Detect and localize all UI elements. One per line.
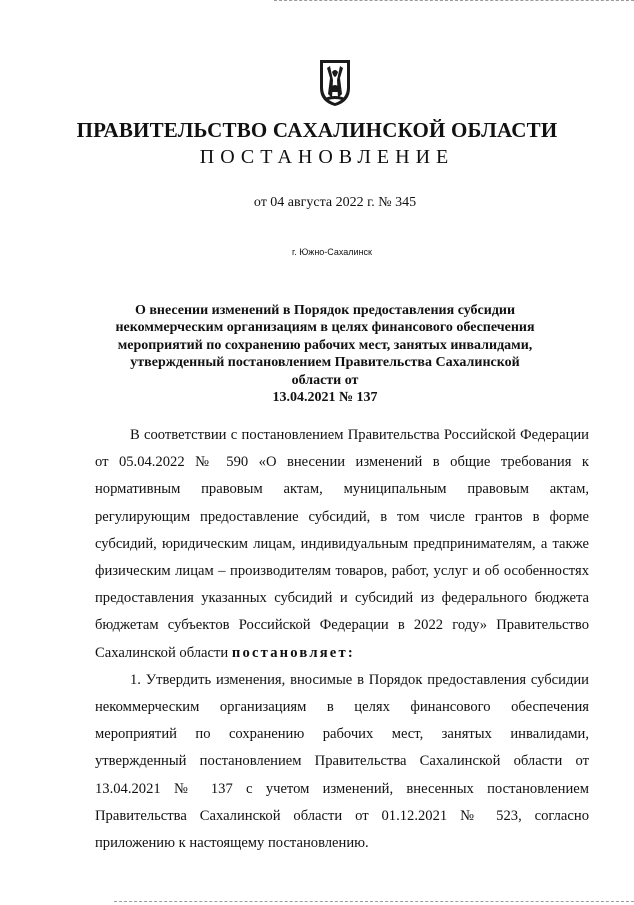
scan-edge-top bbox=[274, 0, 634, 2]
city-name: г. Южно-Сахалинск bbox=[292, 247, 372, 257]
subject-line: утвержденный постановлением Правительства Сахалинской области от bbox=[130, 355, 520, 388]
decree-subject bbox=[110, 302, 540, 406]
clause-1-paragraph: 1. Утвердить изменения, вносимые в Порядок предоставления субсидии некоммерческим организациям в целях финансового обеспечения мероприятий по сохранению рабочих мест, занятых инвалидами, утвержденный постановлением Правительства Сахалинской области от 13.04.2021 № 137 с учетом изменений, внесенных постановлением Правительства Сахалинской области от 01.12.2021 № 523, согласно приложению к настоящему постановлению. bbox=[95, 671, 589, 852]
subject-line: 13.04.2021 № 137 bbox=[272, 390, 378, 406]
resolves-word: постановляет: bbox=[231, 644, 355, 661]
scan-edge-bottom bbox=[114, 901, 634, 903]
government-title: ПРАВИТЕЛЬСТВО САХАЛИНСКОЙ ОБЛАСТИ bbox=[76, 118, 558, 142]
preamble-text: В соответствии с постановлением Правительства Российской Федерации от 05.04.2022 № 590 «О внесении изменений в общие требования к нормативным правовым актам, муниципальным правовым актам, регулирующим предоставление субсидий, в том числе грантов в форме субсидий, юридическим лицам, индивидуальным предпринимателям, а также физическим лицам – производителям товаров, работ, услуг и об особенностях предоставления указанных субсидий и субсидий из федерального бюджета бюджетам субъектов Российской Федерации в 2022 году» Правительство Сахалинской области bbox=[95, 427, 589, 661]
subject-line: О внесении изменений в Порядок предоставления субсидии bbox=[134, 303, 516, 318]
subject-line: мероприятий по сохранению рабочих мест, занятых инвалидами, bbox=[117, 337, 533, 353]
sakhalin-coat-of-arms-icon bbox=[318, 58, 352, 108]
decree-date-number: от 04 августа 2022 г. № 345 bbox=[253, 195, 417, 210]
document-type: ПОСТАНОВЛЕНИЕ bbox=[199, 146, 455, 168]
decree-body bbox=[95, 422, 589, 857]
subject-line: некоммерческим организациям в целях финансового обеспечения bbox=[115, 320, 535, 336]
preamble-paragraph bbox=[95, 422, 589, 667]
